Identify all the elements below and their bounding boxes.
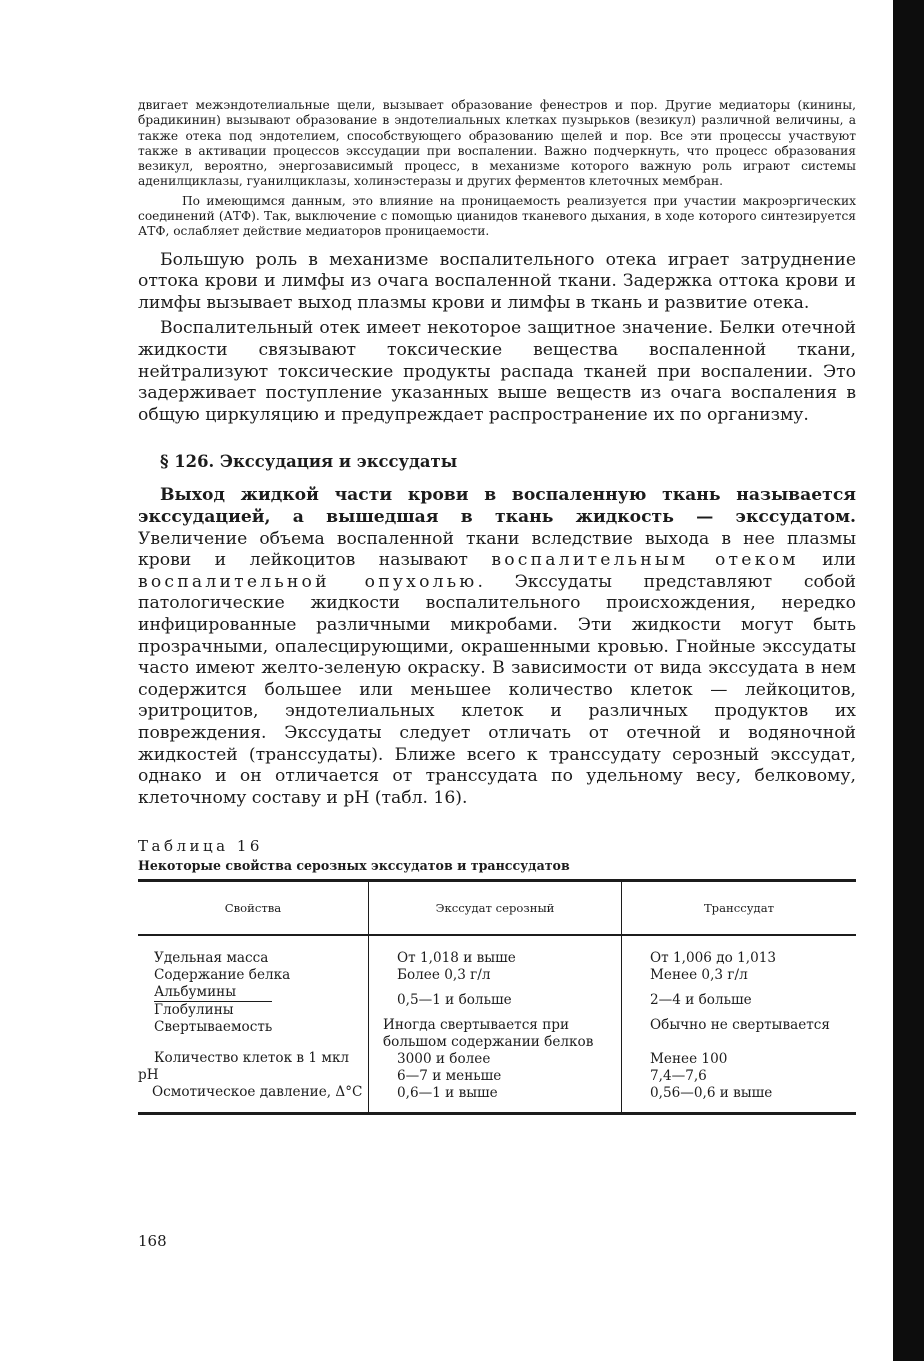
table-body-row — [138, 935, 856, 1114]
page-content — [138, 98, 856, 1115]
scan-edge-bar — [893, 0, 924, 1361]
column-transudate — [622, 935, 857, 1114]
page-number: 168 — [138, 1232, 167, 1250]
cell-ph: pH — [138, 1067, 159, 1084]
cell-exudate-ph: 6—7 и меньше — [397, 1068, 502, 1085]
cell-coagulability: Свертываемость — [154, 1019, 273, 1036]
cell-transudate-mass: От 1,006 до 1,013 — [650, 950, 777, 967]
cell-specific-mass: Удельная масса — [154, 950, 269, 967]
cell-globulins: Глобулины — [154, 1002, 234, 1019]
header-transudate: Транссудат — [622, 881, 857, 936]
column-properties — [138, 935, 369, 1114]
cell-exudate-protein: Более 0,3 г/л — [397, 967, 491, 984]
cell-osmotic-pressure: Осмотическое давление, Δ°C — [152, 1084, 363, 1101]
cell-exudate-mass: От 1,018 и выше — [397, 950, 516, 967]
small-paragraph-2: По имеющимся данным, это влияние на проницаемость реализуется при участии макроэргических соединений (АТФ). Так, выключение с помощью цианидов тканевого дыхания, в ходе которого синтезируется АТФ, ослабляет действие медиаторов проницаемости. — [138, 193, 856, 239]
cell-transudate-osmotic: 0,56—0,6 и выше — [650, 1085, 773, 1102]
cell-transudate-cell-count: Менее 100 — [650, 1051, 728, 1068]
table-caption: Таблица 16 — [138, 837, 263, 856]
column-serous-exudate — [369, 935, 622, 1114]
cell-exudate-coagulability: Иногда свертывается при большом содержании белков — [383, 1017, 594, 1051]
cell-transudate-protein: Менее 0,3 г/л — [650, 967, 748, 984]
term-inflammatory-edema: воспалительным отеком — [491, 550, 799, 571]
cell-albumins: Альбумины — [154, 984, 272, 1002]
cell-transudate-globulins: 2—4 и больше — [650, 992, 752, 1009]
cell-exudate-osmotic: 0,6—1 и выше — [397, 1085, 498, 1102]
cell-protein-content: Содержание белка — [154, 967, 291, 984]
header-properties: Свойства — [138, 881, 369, 936]
table-title: Некоторые свойства серозных экссудатов и транссудатов — [138, 858, 570, 874]
cell-exudate-cell-count: 3000 и более — [397, 1051, 491, 1068]
header-serous-exudate: Экссудат серозный — [369, 881, 622, 936]
section-heading: § 126. Экссудация и экссудаты — [160, 452, 458, 472]
table-header-row — [138, 881, 856, 936]
body-text-a: Увеличение объема воспаленной ткани вследствие выхода в нее плазмы крови и лейкоцитов называют — [138, 528, 856, 571]
body-text-c: . Экссудаты представляют собой патологические жидкости воспалительного происхождения, нередко инфицированные различными микробами. Эти жидкости могут быть прозрачными, опалесцирующими, окрашенными кровью. Гнойные экссудаты часто имеют желто-зеленую окраску. В зависимости от вида экссудата в нем содержится большее или меньшее количество клеток — лейкоцитов, эритроцитов, эндотелиальных клеток и различных продуктов их повреждения. Экссудаты следует отличать от отечной и водяночной жидкостей (транссудаты). Ближе всего к транссудату серозный экссудат, однако и он отличается от транссудата по удельному весу, белковому, клеточному составу и pH (табл. 16). — [138, 571, 856, 808]
cell-transudate-ph: 7,4—7,6 — [650, 1068, 707, 1085]
body-text-b: или — [798, 550, 856, 571]
definition-lead: Выход жидкой части крови в воспаленную ткань называется экссудацией, а вышедшая в ткань жидкость — экссудатом. — [138, 485, 856, 528]
cell-exudate-globulins: 0,5—1 и больше — [397, 992, 512, 1009]
term-inflammatory-swelling: воспалительной опухолью — [138, 571, 478, 592]
body-paragraph-1: Большую роль в механизме воспалительного отека играет затруднение оттока крови и лимфы из очага воспаленной ткани. Задержка оттока крови и лимфы вызывает выход плазмы крови и лимфы в ткань и развитие отека. — [138, 249, 856, 313]
small-paragraph-1: двигает межэндотелиальные щели, вызывает образование фенестров и пор. Другие медиаторы (кинины, брадикинин) вызывают образование в эндотелиальных клетках пузырьков (везикул) различной величины, а также отека под эндотелием, способствующего образованию щелей и пор. Все эти процессы участвуют также в активации процессов экссудации при воспалении. Важно подчеркнуть, что процесс образования везикул, вероятно, энергозависимый процесс, в механизме которого важную роль играют системы аденилциклазы, гуанилциклазы, холинэстеразы и других ферментов клеточных мембран. — [138, 98, 856, 189]
body-paragraph-2: Воспалительный отек имеет некоторое защитное значение. Белки отечной жидкости связывают токсические вещества воспаленной ткани, нейтрализуют токсические продукты распада тканей при воспалении. Это задерживает поступление указанных выше веществ из очага воспаления в общую циркуляцию и предупреждает распространение их по организму. — [138, 318, 856, 425]
properties-table — [138, 879, 856, 1115]
cell-cell-count: Количество клеток в 1 мкл — [154, 1050, 350, 1067]
cell-transudate-coagulability: Обычно не свертывается — [650, 1017, 830, 1034]
body-paragraph-3 — [138, 485, 856, 809]
